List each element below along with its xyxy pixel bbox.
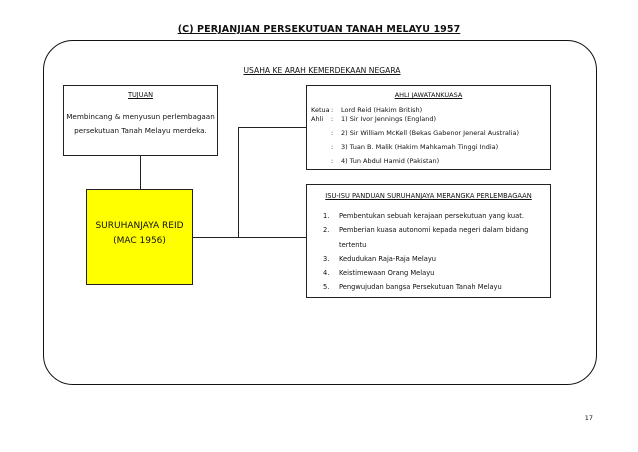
tujuan-heading: TUJUAN	[127, 91, 154, 99]
list-item-text: Keistimewaan Orang Melayu	[339, 269, 435, 278]
diagram-title: (C) PERJANJIAN PERSEKUTUAN TANAH MELAYU 1957	[177, 24, 461, 35]
connector-trunk-vertical	[238, 127, 239, 238]
list-item-text: Pengwujudan bangsa Persekutuan Tanah Melayu	[339, 283, 502, 292]
diagram-subtitle: USAHA KE ARAH KEMERDEKAAN NEGARA	[243, 66, 401, 75]
list-item-number: 3.	[323, 254, 330, 263]
list-item-text: Pemberian kuasa autonomi kepada negeri dalam bidang tertentu	[339, 226, 529, 249]
tujuan-body: Membincang & menyusun perlembagaan persekutuan Tanah Melayu merdeka.	[66, 112, 215, 136]
list-item-number: 5.	[323, 283, 330, 292]
isu-panduan-box	[306, 184, 551, 298]
list-item	[323, 252, 547, 266]
list-item-number: 4.	[323, 269, 330, 278]
ahli-row-label: Ketua	[311, 106, 330, 114]
colon: :	[331, 129, 334, 137]
connector-tujuan-suruhanjaya	[140, 156, 141, 189]
colon: :	[331, 157, 334, 165]
ahli-row	[311, 115, 436, 123]
connector-suruhanjaya-trunk	[193, 237, 238, 238]
ahli-row-text: 2) Sir William McKell (Bekas Gabenor Jeneral Australia)	[341, 129, 520, 137]
isu-heading: ISU-ISU PANDUAN SURUHANJAYA MERANGKA PERLEMBAGAAN	[325, 192, 532, 200]
page-number: 17	[584, 414, 593, 422]
list-item	[323, 223, 547, 252]
colon: :	[331, 115, 334, 123]
list-item-text: Kedudukan Raja-Raja Melayu	[339, 254, 437, 263]
ahli-row-text: 1) Sir Ivor Jennings (England)	[341, 115, 437, 123]
ahli-row	[311, 157, 439, 165]
list-item-number: 1.	[323, 212, 330, 220]
tujuan-box	[63, 85, 218, 156]
suruhanjaya-reid-box	[86, 189, 193, 285]
suruhanjaya-date: (MAC 1956)	[113, 236, 166, 246]
isu-list	[323, 209, 547, 295]
list-item	[323, 209, 547, 223]
ahli-row	[311, 143, 498, 151]
ahli-jawatankuasa-box	[306, 85, 551, 170]
connector-to-ahli	[238, 127, 306, 128]
ahli-heading: AHLI JAWATANKUASA	[394, 91, 463, 99]
suruhanjaya-name: SURUHANJAYA REID	[95, 221, 184, 231]
ahli-row	[311, 129, 519, 137]
ahli-row	[311, 106, 422, 114]
list-item-text: Pembentukan sebuah kerajaan persekutuan yang kuat.	[339, 212, 525, 220]
colon: :	[331, 143, 334, 151]
ahli-row-label: Ahli	[311, 115, 324, 123]
ahli-row-text: 4) Tun Abdul Hamid (Pakistan)	[341, 157, 440, 165]
list-item	[323, 266, 547, 280]
ahli-row-text: 3) Tuan B. Malik (Hakim Mahkamah Tinggi India)	[341, 143, 499, 151]
list-item	[323, 280, 547, 294]
colon: :	[331, 106, 334, 114]
ahli-row-text: Lord Reid (Hakim British)	[341, 106, 423, 114]
connector-to-isu	[238, 237, 306, 238]
list-item-number: 2.	[323, 226, 330, 235]
